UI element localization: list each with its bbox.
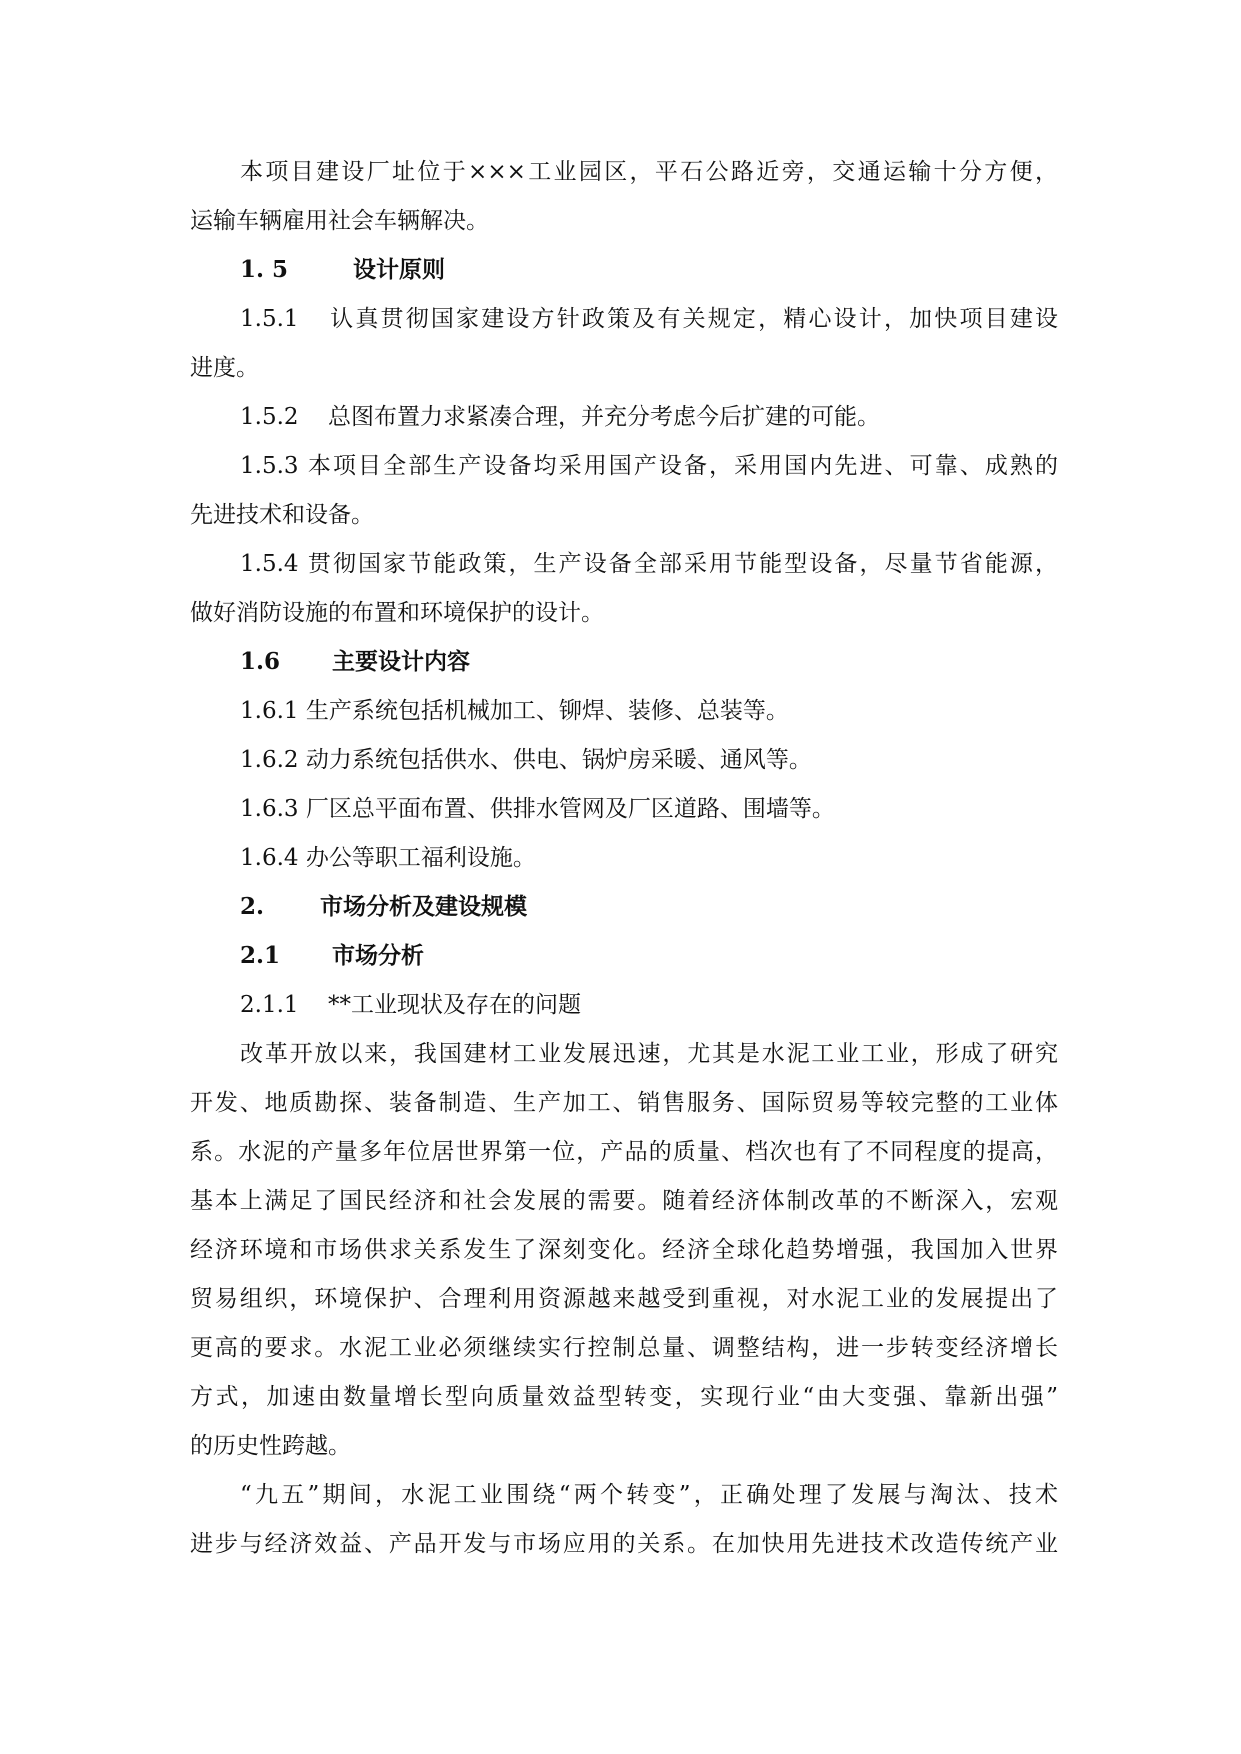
heading-2-1-1 (240, 990, 581, 1020)
heading-title: **工业现状及存在的问题 (328, 992, 581, 1018)
paragraph-site-line-2: 运输车辆雇用社会车辆解决。 (190, 208, 489, 234)
paragraph-reform-line-9: 的历史性跨越。 (190, 1433, 351, 1459)
heading-number: 1.6 (240, 648, 281, 675)
paragraph-reform-line-8: 方式，加速由数量增长型向质量效益型转变，实现行业“由大变强、靠新出强” (190, 1384, 1058, 1410)
paragraph-reform-line-4: 基本上满足了国民经济和社会发展的需要。随着经济体制改革的不断深入，宏观 (190, 1188, 1058, 1214)
item-text: 认真贯彻国家建设方针政策及有关规定，精心设计，加快项目建设 (328, 306, 1058, 332)
item-text: 总图布置力求紧凑合理，并充分考虑今后扩建的可能。 (328, 404, 880, 430)
paragraph-reform-line-1: 改革开放以来，我国建材工业发展迅速，尤其是水泥工业工业，形成了研究 (240, 1041, 1058, 1067)
heading-number: 1. 5 (240, 256, 289, 283)
heading-number: 2.1 (240, 942, 281, 969)
heading-1-6 (240, 647, 470, 677)
item-number: 1.5.2 (240, 404, 299, 430)
item-1-5-4-line-2: 做好消防设施的布置和环境保护的设计。 (190, 600, 604, 626)
paragraph-reform-line-6: 贸易组织，环境保护、合理利用资源越来越受到重视，对水泥工业的发展提出了 (190, 1286, 1058, 1312)
item-1-5-1-line-1 (240, 304, 1058, 334)
item-1-5-1-line-2: 进度。 (190, 355, 259, 381)
heading-number: 2.1.1 (240, 992, 299, 1018)
item-1-6-1: 1.6.1 生产系统包括机械加工、铆焊、装修、总装等。 (240, 698, 789, 724)
paragraph-site-line-1: 本项目建设厂址位于×××工业园区，平石公路近旁，交通运输十分方便， (240, 159, 1058, 185)
heading-number: 2. (240, 893, 265, 920)
heading-title: 市场分析 (332, 942, 424, 969)
item-1-5-3-line-2: 先进技术和设备。 (190, 502, 374, 528)
paragraph-reform-line-3: 系。水泥的产量多年位居世界第一位，产品的质量、档次也有了不同程度的提高， (190, 1139, 1058, 1165)
item-1-6-4: 1.6.4 办公等职工福利设施。 (240, 845, 536, 871)
paragraph-reform-line-5: 经济环境和市场供求关系发生了深刻变化。经济全球化趋势增强，我国加入世界 (190, 1237, 1058, 1263)
heading-2 (240, 892, 527, 922)
item-1-5-3-line-1: 1.5.3 本项目全部生产设备均采用国产设备，采用国内先进、可靠、成熟的 (240, 453, 1058, 479)
item-number: 1.5.1 (240, 306, 299, 332)
item-1-5-2 (240, 402, 880, 432)
paragraph-reform-line-7: 更高的要求。水泥工业必须继续实行控制总量、调整结构，进一步转变经济增长 (190, 1335, 1058, 1361)
heading-2-1 (240, 941, 424, 971)
item-1-6-2: 1.6.2 动力系统包括供水、供电、锅炉房采暖、通风等。 (240, 747, 812, 773)
heading-1-5 (240, 255, 445, 285)
paragraph-95-line-1: “九五”期间，水泥工业围绕“两个转变”，正确处理了发展与淘汰、技术 (240, 1482, 1058, 1508)
heading-title: 设计原则 (353, 256, 445, 283)
item-1-6-3: 1.6.3 厂区总平面布置、供排水管网及厂区道路、围墙等。 (240, 796, 835, 822)
paragraph-95-line-2: 进步与经济效益、产品开发与市场应用的关系。在加快用先进技术改造传统产业 (190, 1531, 1058, 1557)
heading-title: 市场分析及建设规模 (320, 893, 527, 920)
item-1-5-4-line-1: 1.5.4 贯彻国家节能政策，生产设备全部采用节能型设备，尽量节省能源， (240, 551, 1058, 577)
heading-title: 主要设计内容 (332, 648, 470, 675)
paragraph-reform-line-2: 开发、地质勘探、装备制造、生产加工、销售服务、国际贸易等较完整的工业体 (190, 1090, 1058, 1116)
